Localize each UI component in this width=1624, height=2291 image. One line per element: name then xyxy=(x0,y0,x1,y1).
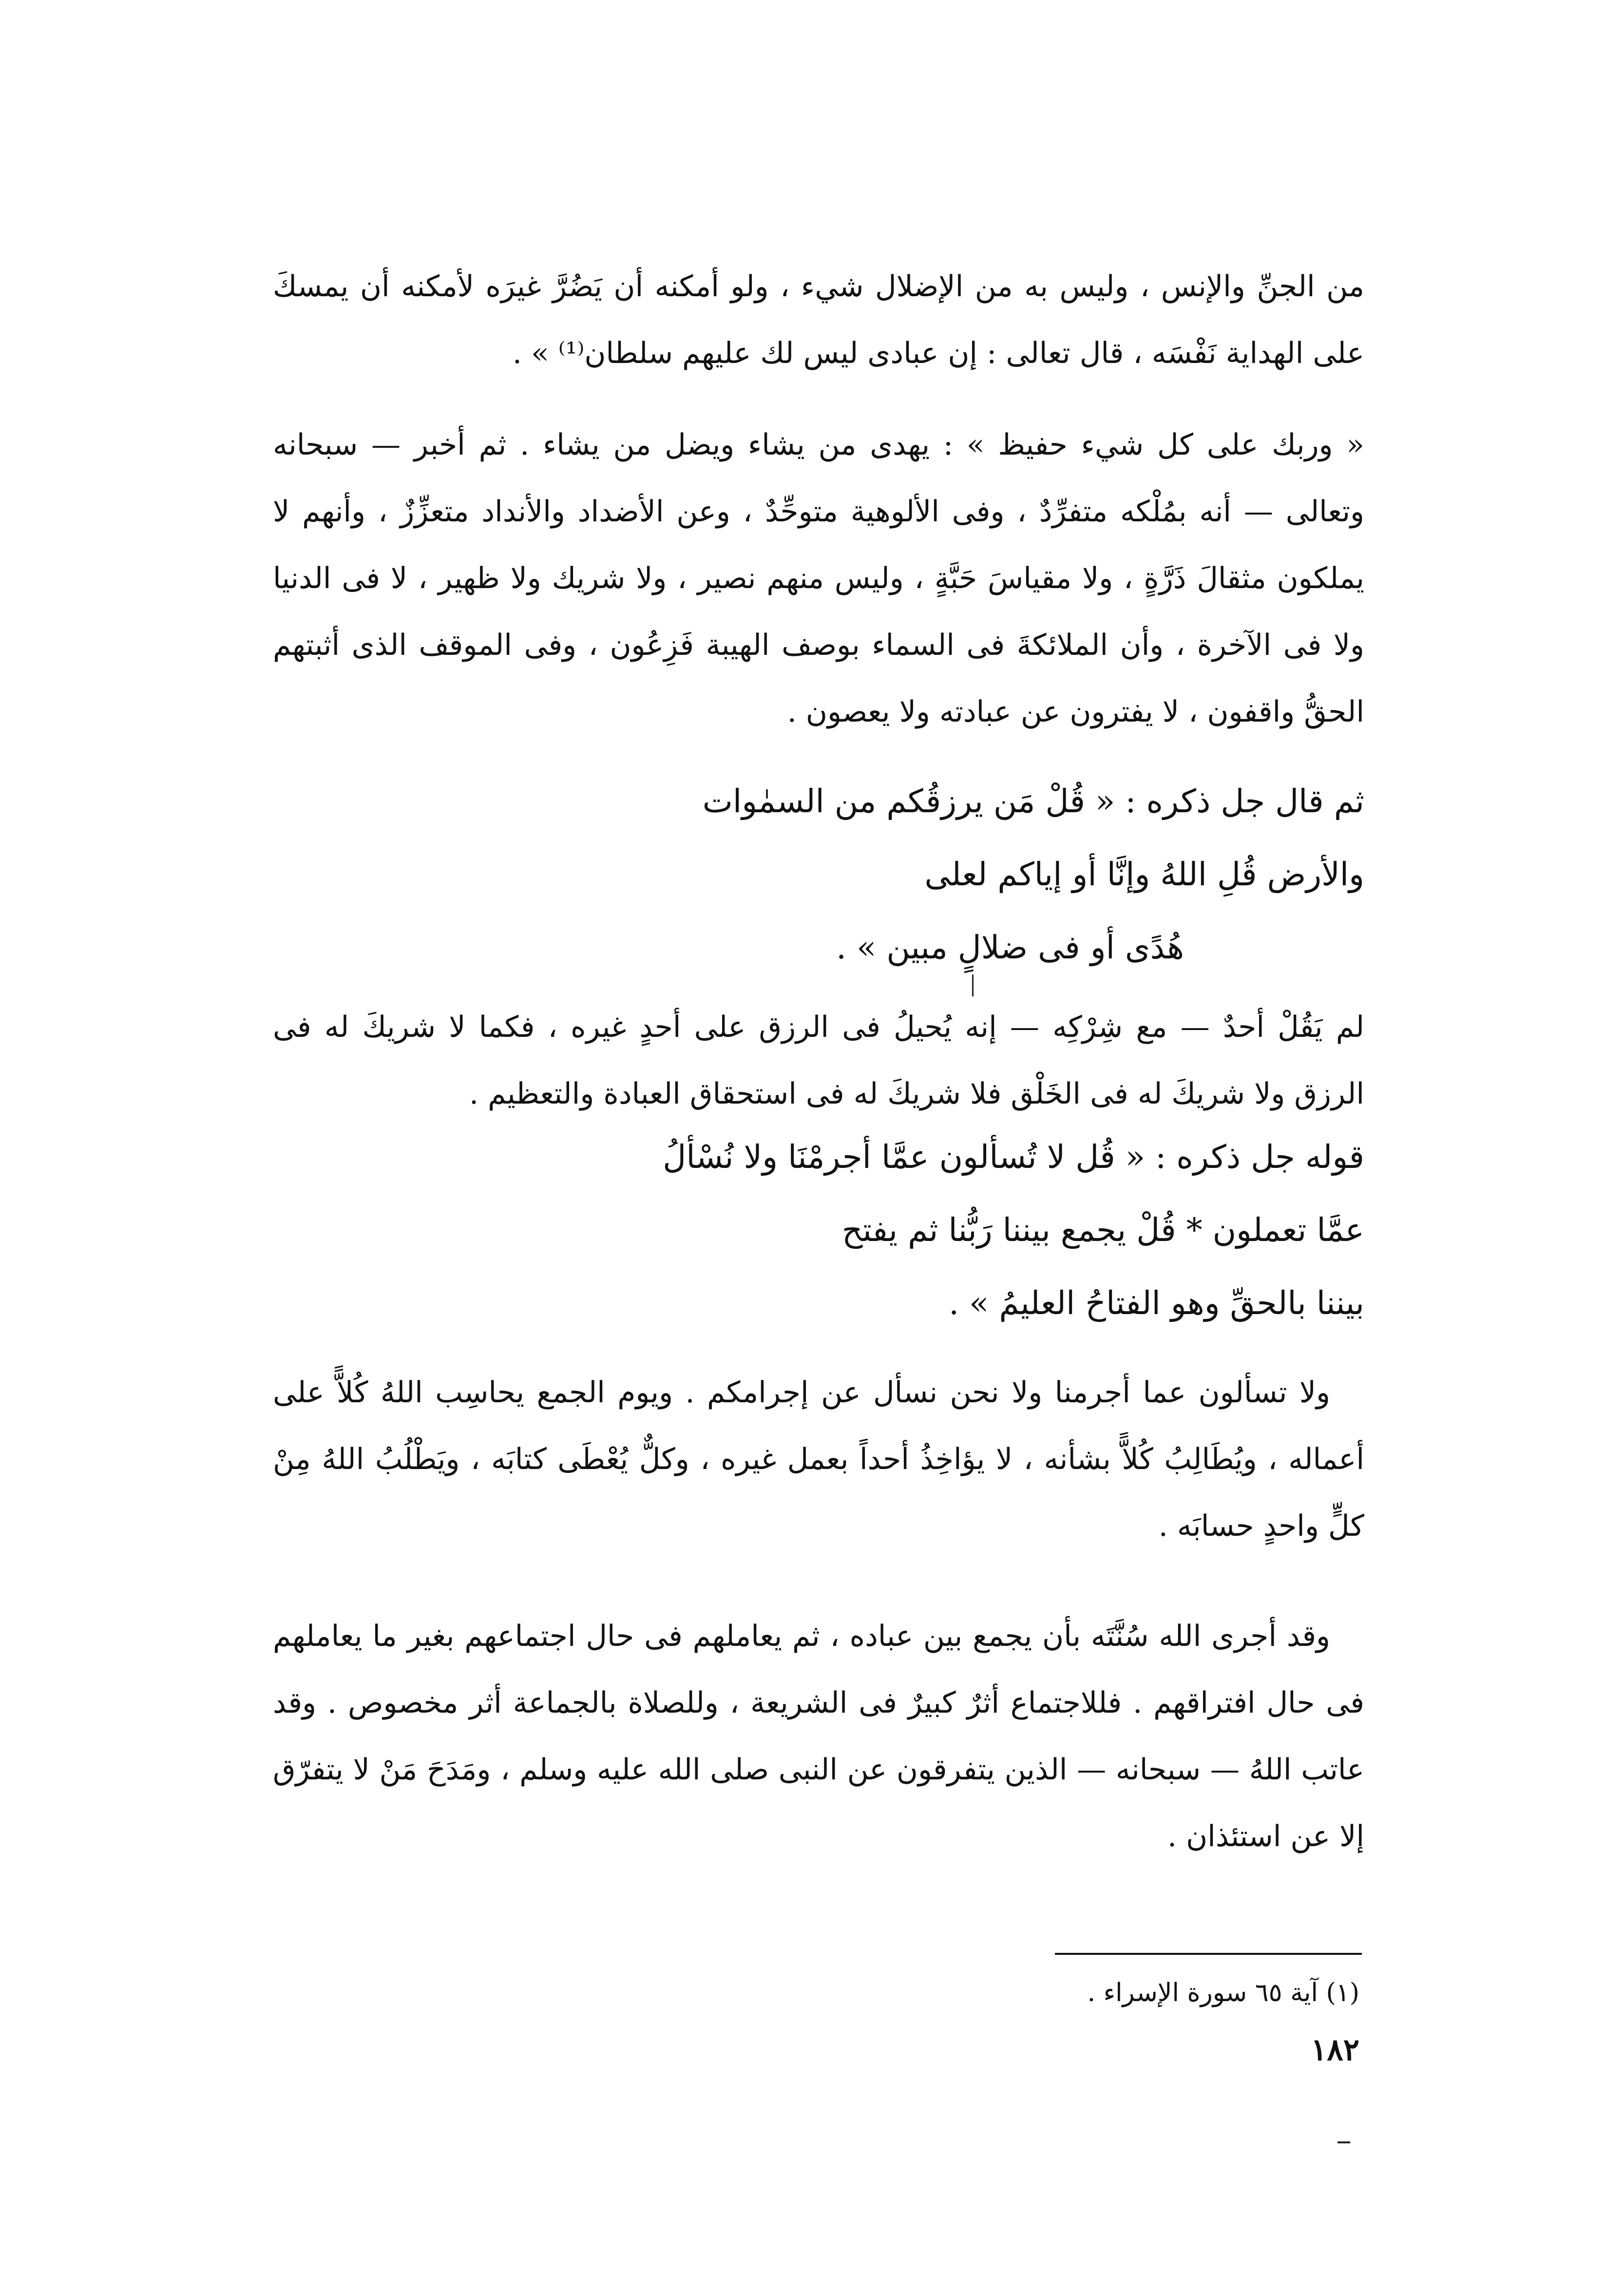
verse-line: قوله جل ذكره : « قُل لا تُسألون عمَّا أجرمْنَا ولا نُسْألُ xyxy=(663,1138,1364,1176)
verse-line: ثم قال جل ذكره : « قُلْ مَن يرزقُكم من السمٰوات xyxy=(702,783,1364,820)
paragraph-text: وقد أجرى الله سُنَّتَه بأن يجمع بين عباده ، ثم يعاملهم فى حال اجتماعهم بغير ما يعاملهم فى حال افتراقهم . فللاجتماع أثرٌ كبيرٌ فى الشريعة ، وللصلاة بالجماعة أثر مخصوص . وقد عاتب اللهُ — سبحانه — الذين يتفرقون عن النبى صلى الله عليه وسلم ، ومَدَحَ مَنْ لا يتفرّق إلا عن استئذان . xyxy=(273,1619,1364,1853)
footnote-divider xyxy=(1055,1953,1362,1955)
paragraph-text: لم يَقُلْ أحدٌ — مع شِرْكِه — إنه يُحيلُ فى الرزق على أحدٍ غيره ، فكما لا شريكَ له فى الرزق ولا شريكَ له فى الخَلْق فلا شريكَ له فى استحقاق العبادة والتعظيم . xyxy=(273,1010,1364,1111)
verse-line: هُدًى أو فى ضلالٍ مبين » . xyxy=(836,929,1184,966)
scan-mark xyxy=(1337,2141,1350,2143)
quran-verse-2 xyxy=(273,1121,1364,1340)
quran-verse-1 xyxy=(273,765,1364,984)
page-number: ١٨٢ xyxy=(1311,2032,1359,2067)
scan-mark xyxy=(972,974,974,996)
paragraph-2 xyxy=(273,412,1364,745)
verse-line: والأرض قُلِ اللهُ وإنَّا أو إياكم لعلى xyxy=(924,856,1364,893)
footnote: (١) آية ٦٥ سورة الإسراء . xyxy=(1087,1978,1359,2007)
verse-line: بيننا بالحقِّ وهو الفتاحُ العليمُ » . xyxy=(949,1284,1364,1322)
paragraph-1 xyxy=(273,253,1364,387)
paragraph-3 xyxy=(273,994,1364,1127)
paragraph-text: « وربك على كل شيء حفيظ » : يهدى من يشاء ويضل من يشاء . ثم أخبر — سبحانه وتعالى — أنه بمُلْكه متفرِّدٌ ، وفى الألوهية متوحِّدٌ ، وعن الأضداد والأنداد متعزِّزٌ ، وأنهم لا يملكون مثقالَ ذَرَّةٍ ، ولا مقياسَ حَبَّةٍ ، وليس منهم نصير ، ولا شريك ولا ظهير ، لا فى الدنيا ولا فى الآخرة ، وأن الملائكةَ فى السماء بوصف الهيبة فَزِعُون ، وفى الموقف الذى أثبتهم الحقُّ واقفون ، لا يفترون عن عبادته ولا يعصون . xyxy=(273,428,1364,729)
paragraph-5 xyxy=(273,1603,1364,1870)
verse-line: عمَّا تعملون * قُلْ يجمع بيننا رَبُّنا ثم يفتح xyxy=(841,1211,1364,1249)
paragraph-text: ولا تسألون عما أجرمنا ولا نحن نسأل عن إجرامكم . ويوم الجمع يحاسِب اللهُ كُلاًّ على أعماله ، ويُطَالِبُ كُلاًّ بشأنه ، لا يؤاخِذُ أحداً بعمل غيره ، وكلٌّ يُعْطَى كتابَه ، ويَطْلُبُ اللهُ مِنْ كلٍّ واحدٍ حسابَه . xyxy=(273,1375,1364,1543)
paragraph-text: من الجنِّ والإنس ، وليس به من الإضلال شيء ، ولو أمكنه أن يَضُرَّ غيرَه لأمكنه أن يمسكَ على الهداية نَفْسَه ، قال تعالى : إن عبادى ليس لك عليهم سلطان⁽¹⁾ » . xyxy=(273,269,1364,370)
paragraph-4 xyxy=(273,1359,1364,1560)
